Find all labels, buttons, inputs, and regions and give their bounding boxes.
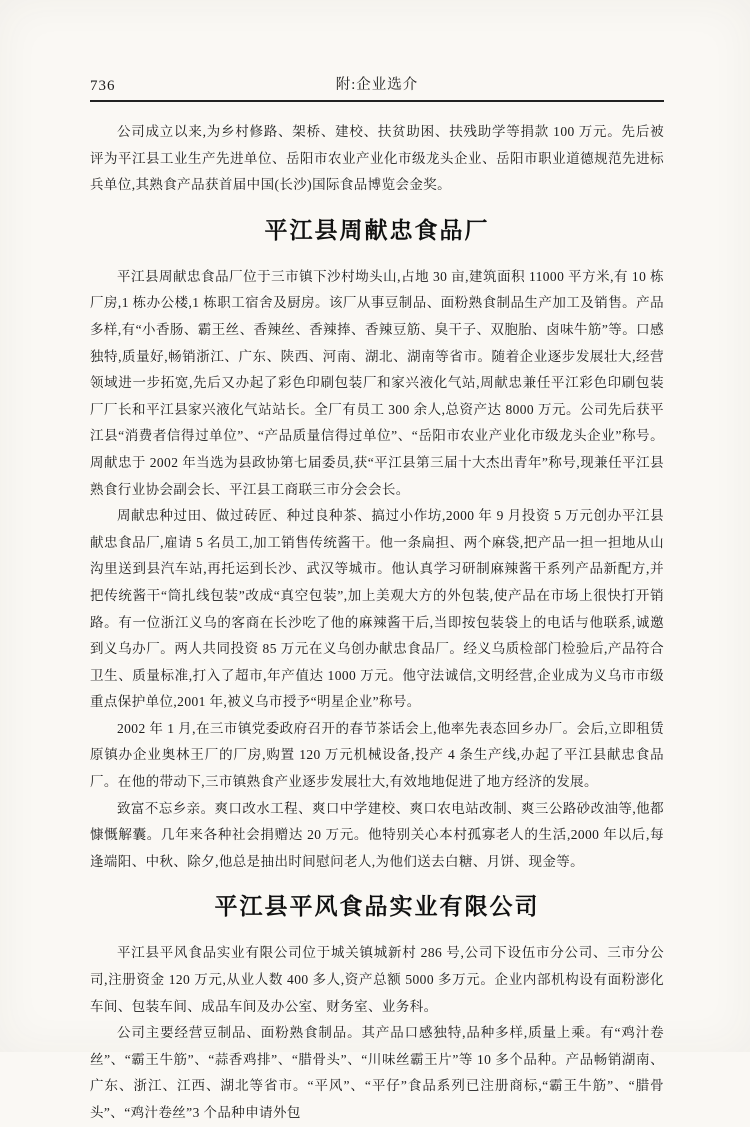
intro-paragraph: 公司成立以来,为乡村修路、架桥、建校、扶贫助困、扶残助学等捐款 100 万元。先后被评为平江县工业生产先进单位、岳阳市农业产业化市级龙头企业、岳阳市职业道德规范先进标兵单位,其熟食产品获首届中国(长沙)国际食品博览会金奖。 [90,124,664,193]
company2-paragraph-1: 平江县平风食品实业有限公司位于城关镇城新村 286 号,公司下设伍市分公司、三市分公司,注册资金 120 万元,从业人数 400 多人,资产总额 5000 多万元。企业内部机构设有面粉澎化车间、包装车间、成品车间及办公室、财务室、业务科。 [90,945,664,1014]
company1-paragraph-1: 平江县周献忠食品厂位于三市镇下沙村坳头山,占地 30 亩,建筑面积 11000 平方米,有 10 栋厂房,1 栋办公楼,1 栋职工宿舍及厨房。该厂从事豆制品、面粉熟食制品生产加工及销售。产品多样,有“小香肠、霸王丝、香辣丝、香辣捧、香辣豆筋、臭干子、双胞胎、卤味牛筋”等。口感独特,质量好,畅销浙江、广东、陕西、河南、湖北、湖南等省市。随着企业逐步发展壮大,经营领域进一步拓宽,先后又办起了彩色印刷包装厂和家兴液化气站,周献忠兼任平江彩色印刷包装厂厂长和平江县家兴液化气站站长。全厂有员工 300 余人,总资产达 8000 万元。公司先后获平江县“消费者信得过单位”、“产品质量信得过单位”、“岳阳市农业产业化市级龙头企业”称号。周献忠于 2002 年当选为县政协第七届委员,获“平江县第三届十大杰出青年”称号,现兼任平江县熟食行业协会副会长、平江县工商联三市分会会长。 [90,268,664,497]
page-body [90,119,664,1127]
page-number: 736 [90,78,116,94]
company1-heading: 平江县周献忠食品厂 [264,216,490,243]
company2-paragraph-2: 公司主要经营豆制品、面粉熟食制品。其产品口感独特,品种多样,质量上乘。有“鸡汁卷丝”、“霸王牛筋”、“蒜香鸡排”、“腊骨头”、“川味丝霸王片”等 10 多个品种。产品畅销湖南、广东、浙江、江西、湖北等省市。“平风”、“平仔”食品系列已注册商标,“霸王牛筋”、“腊骨头”、“鸡汁卷丝”3 个品种申请外包 [90,1025,664,1120]
header-rule [90,100,664,102]
running-title: 附:企业选介 [335,77,419,93]
company2-heading: 平江县平风食品实业有限公司 [214,893,540,920]
company1-paragraph-3: 2002 年 1 月,在三市镇党委政府召开的春节茶话会上,他率先表态回乡办厂。会后,立即租赁原镇办企业奥林王厂的厂房,购置 120 万元机械设备,投产 4 条生产线,办起了平江县献忠食品厂。在他的带动下,三市镇熟食产业逐步发展壮大,有效地地促进了地方经济的发展。 [90,720,664,790]
company1-paragraph-4: 致富不忘乡亲。爽口改水工程、爽口中学建校、爽口农电站改制、爽三公路砂改油等,他都慷慨解囊。几年来各种社会捐赠达 20 万元。他特别关心本村孤寡老人的生活,2000 年以后,每逢端阳、中秋、除夕,他总是抽出时间慰问老人,为他们送去白糖、月饼、现金等。 [90,800,664,869]
company1-paragraph-2: 周献忠种过田、做过砖匠、种过良种茶、搞过小作坊,2000 年 9 月投资 5 万元创办平江县献忠食品厂,雇请 5 名员工,加工销售传统酱干。他一条扁担、两个麻袋,把产品一担一担地从山沟里送到县汽车站,再托运到长沙、武汉等城市。他认真学习研制麻辣酱干系列产品新配方,并把传统酱干“筒扎线包装”改成“真空包装”,加上美观大方的外包装,使产品在市场上很快打开销路。有一位浙江义乌的客商在长沙吃了他的麻辣酱干后,当即按包装袋上的电话与他联系,诚邀到义乌办厂。两人共同投资 85 万元在义乌创办献忠食品厂。经义乌质检部门检验后,产品符合卫生、质量标准,打入了超市,年产值达 1000 万元。他守法诚信,文明经营,企业成为义乌市市级重点保护单位,2001 年,被义乌市授予“明星企业”称号。 [90,508,664,710]
running-header [90,76,664,95]
